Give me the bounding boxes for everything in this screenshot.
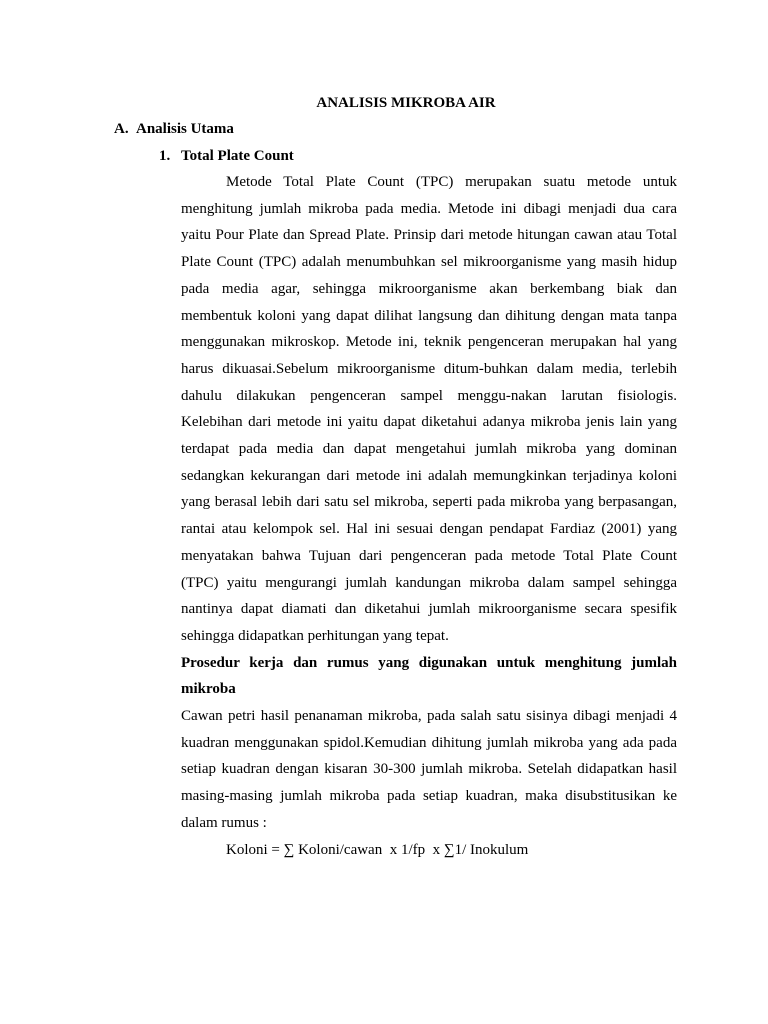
section-a-title: Analisis Utama bbox=[136, 121, 234, 137]
colony-formula: Koloni = ∑ Koloni/cawan x 1/fp x ∑1/ Inokulum bbox=[226, 841, 529, 858]
section-a-marker: A. bbox=[114, 121, 129, 137]
body-text bbox=[181, 169, 677, 863]
section-a-heading bbox=[114, 119, 234, 139]
tpc-paragraph: Metode Total Plate Count (TPC) merupakan suatu metode untuk menghitung jumlah mikroba pada media. Metode ini dibagi menjadi dua cara yaitu Pour Plate dan Spread Plate. Prinsip dari metode hitungan cawan atau Total Plate Count (TPC) adalah menumbuhkan sel mikroorganisme yang masih hidup pada media agar, sehingga mikroorganisme akan berkembang biak dan membentuk koloni yang dapat dilihat langsung dan dihitung dengan mata tanpa menggunakan mikroskop. Metode ini, teknik pengenceran merupakan hal yang harus dikuasai.Sebelum mikroorganisme ditum-buhkan dalam media, terlebih dahulu dilakukan pengenceran sampel menggu-nakan larutan fisiologis. Kelebihan dari metode ini yaitu dapat diketahui adanya mikroba jenis lain yang terdapat pada media dan dapat mengetahui jumlah mikroba yang dominan sedangkan kekurangan dari metode ini adalah memungkinkan terjadinya koloni yang berasal lebih dari satu sel mikroba, seperti pada mikroba yang berpasangan, rantai atau kelompok sel. Hal ini sesuai dengan pendapat Fardiaz (2001) yang menyatakan bahwa Tujuan dari pengenceran pada metode Total Plate Count (TPC) yaitu mengurangi jumlah kandungan mikroba dalam sampel sehingga nantinya dapat diamati dan diketahui jumlah mikroorganisme secara spesifik sehingga didapatkan perhitungan yang tepat. bbox=[181, 174, 677, 644]
procedure-heading: Prosedur kerja dan rumus yang digunakan untuk menghitung jumlah mikroba bbox=[181, 654, 677, 698]
subsection-1-heading bbox=[159, 146, 294, 166]
procedure-paragraph: Cawan petri hasil penanaman mikroba, pada salah satu sisinya dibagi menjadi 4 kuadran menggunakan spidol.Kemudian dihitung jumlah mikroba yang ada pada setiap kuadran dengan kisaran 30-300 jumlah mikroba. Setelah didapatkan hasil masing-masing jumlah mikroba pada setiap kuadran, maka disubstitusikan ke dalam rumus : bbox=[181, 708, 677, 831]
subsection-1-title: Total Plate Count bbox=[181, 148, 294, 164]
document-title: ANALISIS MIKROBA AIR bbox=[316, 95, 496, 111]
subsection-1-marker: 1. bbox=[159, 148, 171, 164]
